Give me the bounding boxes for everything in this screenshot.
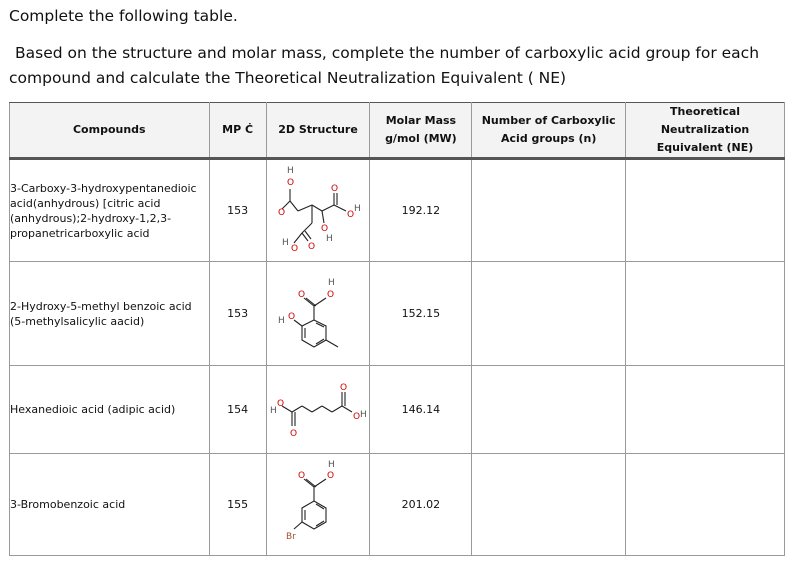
bromine-label: Br: [286, 531, 296, 542]
compound-name-line: (5-methylsalicylic aacid): [10, 314, 145, 328]
oxygen-label: O: [298, 470, 306, 481]
melting-point: 154: [209, 366, 266, 454]
compound-table: [9, 102, 785, 556]
structure-adipic-acid: [266, 366, 370, 454]
molar-mass: 201.02: [370, 454, 472, 556]
melting-point: 155: [209, 454, 266, 556]
oxygen-label: O: [288, 311, 296, 322]
ne-cell[interactable]: [626, 366, 785, 454]
header-molar-mass-line2: g/mol (MW): [385, 132, 457, 145]
melting-point: 153: [209, 262, 266, 366]
oxygen-label: O: [308, 241, 316, 252]
structure-citric-acid: [266, 159, 370, 262]
oxygen-label: O: [347, 209, 355, 220]
hydrogen-label: H: [278, 315, 285, 326]
hydrogen-label: H: [282, 237, 289, 248]
header-structure: 2D Structure: [266, 103, 370, 159]
header-mp: MP Ċ: [209, 103, 266, 159]
compound-name: [10, 454, 210, 556]
compound-name: [10, 366, 210, 454]
header-carboxylic-line2: Acid groups (n): [501, 132, 597, 145]
oxygen-label: O: [278, 207, 286, 218]
compound-name-line: (anhydrous);2-hydroxy-1,2,3-: [10, 211, 172, 225]
adipic-acid-structure-image: [268, 368, 368, 452]
header-ne: [626, 103, 785, 159]
ne-cell[interactable]: [626, 454, 785, 556]
oxygen-label: O: [287, 177, 295, 188]
oxygen-label: O: [291, 243, 299, 254]
hydrogen-label: H: [287, 165, 294, 176]
hydrogen-label: H: [270, 405, 277, 416]
hydrogen-label: H: [354, 203, 361, 214]
oxygen-label: O: [321, 223, 329, 234]
molar-mass: 152.15: [370, 262, 472, 366]
table-row: [10, 454, 785, 556]
compound-name-line: 3-Bromobenzoic acid: [10, 498, 126, 511]
oxygen-label: O: [340, 382, 348, 393]
table-row: [10, 262, 785, 366]
header-carboxylic-line1: Number of Carboxylic: [481, 114, 616, 127]
molar-mass: 146.14: [370, 366, 472, 454]
oxygen-label: O: [327, 470, 335, 481]
table-row: [10, 366, 785, 454]
header-ne-line2: Equivalent (NE): [656, 141, 754, 154]
hydrogen-label: H: [328, 459, 335, 470]
compound-name-line: Hexanedioic acid (adipic acid): [10, 403, 176, 416]
hydrogen-label: H: [360, 409, 367, 420]
header-row: [10, 103, 785, 159]
compound-name-line: 2-Hydroxy-5-methyl benzoic acid: [10, 299, 192, 313]
hydrogen-label: H: [326, 233, 333, 244]
compound-name: [10, 262, 210, 366]
structure-bromobenzoic-acid: [266, 454, 370, 556]
compound-name-line: propanetricarboxylic acid: [10, 226, 150, 240]
molar-mass: 192.12: [370, 159, 472, 262]
instruction-line-2: compound and calculate the Theoretical Neutralization Equivalent ( NE): [9, 69, 567, 87]
oxygen-label: O: [277, 398, 285, 409]
instruction-line-1: Based on the structure and molar mass, complete the number of carboxylic acid group for each: [15, 44, 760, 62]
header-molar-mass-line1: Molar Mass: [385, 114, 457, 127]
oxygen-label: O: [331, 183, 339, 194]
methylsalicylic-structure-image: [268, 264, 368, 364]
oxygen-label: O: [298, 289, 306, 300]
carboxylic-groups-cell[interactable]: [472, 262, 626, 366]
compound-name-line: 3-Carboxy-3-hydroxypentanedioic: [10, 181, 197, 195]
instruction-title: Complete the following table.: [9, 7, 238, 25]
hydrogen-label: H: [328, 277, 335, 288]
ne-cell[interactable]: [626, 262, 785, 366]
compound-name: [10, 159, 210, 262]
header-compounds: Compounds: [10, 103, 210, 159]
ne-cell[interactable]: [626, 159, 785, 262]
oxygen-label: O: [353, 411, 361, 422]
header-ne-line1: Theoretical Neutralization: [660, 105, 750, 136]
header-carboxylic-groups: [472, 103, 626, 159]
melting-point: 153: [209, 159, 266, 262]
table-row: [10, 159, 785, 262]
structure-methylsalicylic-acid: [266, 262, 370, 366]
compound-name-line: acid(anhydrous) [citric acid: [10, 196, 161, 210]
carboxylic-groups-cell[interactable]: [472, 159, 626, 262]
carboxylic-groups-cell[interactable]: [472, 366, 626, 454]
carboxylic-groups-cell[interactable]: [472, 454, 626, 556]
bromobenzoic-structure-image: [268, 455, 368, 555]
citric-acid-structure-image: [268, 161, 368, 261]
oxygen-label: O: [327, 289, 335, 300]
header-molar-mass: [370, 103, 472, 159]
oxygen-label: O: [290, 428, 298, 439]
